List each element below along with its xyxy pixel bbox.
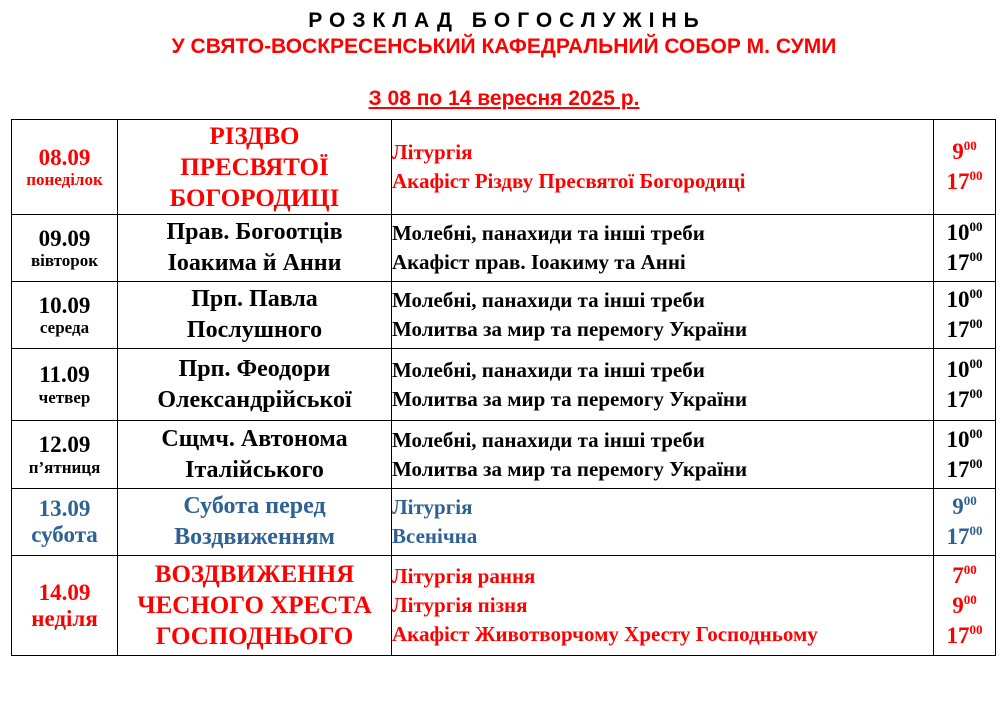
schedule-row	[12, 421, 996, 489]
service-time	[934, 492, 995, 522]
time-hour: 7	[952, 562, 964, 588]
day-date: 08.09	[38, 144, 91, 170]
times-cell	[934, 215, 996, 282]
time-minutes: 00	[969, 523, 983, 538]
service-item: Молебні, панахиди та інші треби	[392, 427, 705, 452]
date-cell	[12, 120, 118, 215]
feast-line: Італійського	[185, 456, 324, 483]
day-weekday: субота	[31, 522, 98, 547]
day-weekday: четвер	[38, 387, 91, 407]
service-time	[934, 315, 995, 345]
service-item: Молебні, панахиди та інші треби	[392, 221, 705, 245]
feast-line: ВОЗДВИЖЕННЯ	[154, 561, 355, 588]
service-item: Літургія рання	[392, 564, 536, 588]
day-date: 11.09	[39, 362, 90, 388]
services-cell	[392, 215, 934, 282]
time-minutes: 00	[969, 168, 983, 183]
services-cell	[392, 349, 934, 421]
service-item: Молитва за мир та перемогу України	[392, 456, 748, 481]
service-item: Літургія	[392, 140, 473, 164]
time-minutes: 00	[969, 455, 983, 471]
time-hour: 17	[946, 250, 970, 275]
date-cell	[12, 421, 118, 489]
service-item: Молитва за мир та перемогу України	[392, 386, 748, 411]
time-hour: 17	[946, 622, 970, 648]
time-minutes: 00	[969, 425, 983, 441]
service-time	[934, 591, 995, 621]
feast-line: Сщмч. Автонома	[161, 425, 348, 452]
feast-cell	[118, 556, 392, 656]
service-item: Всенічна	[392, 524, 478, 548]
date-cell	[12, 349, 118, 421]
service-time	[934, 285, 995, 315]
time-minutes: 00	[969, 355, 983, 371]
time-hour: 9	[952, 139, 964, 164]
time-hour: 17	[946, 317, 970, 342]
services-cell	[392, 282, 934, 349]
feast-line: Субота перед	[183, 493, 326, 519]
schedule-row	[12, 349, 996, 421]
day-date: 10.09	[38, 292, 91, 318]
times-cell	[934, 556, 996, 656]
service-item: Акафіст Животворчому Хресту Господньому	[392, 622, 818, 646]
times-cell	[934, 120, 996, 215]
service-time	[934, 561, 995, 591]
service-time	[934, 218, 995, 248]
service-item: Літургія пізня	[392, 593, 528, 617]
schedule-row	[12, 489, 996, 556]
service-time	[934, 248, 995, 278]
service-item: Молитва за мир та перемогу України	[392, 317, 748, 341]
day-weekday: неділя	[31, 605, 98, 631]
service-item: Молебні, панахиди та інші треби	[392, 288, 705, 312]
services-cell	[392, 120, 934, 215]
service-time	[934, 522, 995, 552]
times-cell	[934, 489, 996, 556]
schedule-row	[12, 120, 996, 215]
services-cell	[392, 421, 934, 489]
services-cell	[392, 556, 934, 656]
time-hour: 10	[946, 220, 970, 245]
times-cell	[934, 349, 996, 421]
day-date: 14.09	[38, 579, 91, 605]
feast-line: Прп. Павла	[191, 286, 318, 312]
time-hour: 17	[946, 524, 970, 549]
feast-cell	[118, 282, 392, 349]
day-weekday: п’ятниця	[28, 457, 101, 477]
time-minutes: 00	[969, 249, 983, 264]
feast-line: Іоакима й Анни	[167, 250, 342, 276]
service-time	[934, 167, 995, 197]
time-minutes: 00	[963, 591, 977, 607]
service-item: Акафіст прав. Іоакиму та Анні	[392, 250, 686, 274]
services-cell	[392, 489, 934, 556]
time-hour: 9	[952, 494, 964, 519]
feast-cell	[118, 349, 392, 421]
feast-cell	[118, 215, 392, 282]
service-time	[934, 385, 995, 415]
time-minutes: 00	[969, 385, 983, 401]
day-weekday: вівторок	[30, 251, 99, 271]
time-hour: 9	[952, 592, 964, 618]
feast-line: Послушного	[186, 317, 323, 343]
time-minutes: 00	[963, 493, 977, 508]
service-time	[934, 621, 995, 651]
time-hour: 10	[946, 287, 970, 312]
date-cell	[12, 215, 118, 282]
service-time	[934, 137, 995, 167]
date-cell	[12, 282, 118, 349]
feast-line: Прп. Феодори	[178, 355, 331, 382]
day-date: 13.09	[38, 496, 91, 522]
time-hour: 17	[946, 169, 970, 194]
service-item: Молебні, панахиди та інші треби	[392, 357, 705, 382]
feast-cell	[118, 421, 392, 489]
feast-line: Олександрійської	[157, 386, 352, 413]
service-time	[934, 425, 995, 455]
service-item: Літургія	[392, 495, 473, 519]
feast-line: БОГОРОДИЦІ	[169, 184, 340, 212]
day-weekday: понеділок	[26, 170, 103, 190]
feast-line: РІЗДВО	[209, 122, 300, 150]
schedule-title: РОЗКЛАД БОГОСЛУЖІНЬ	[308, 9, 706, 32]
date-cell	[12, 489, 118, 556]
cathedral-subtitle: У СВЯТО-ВОСКРЕСЕНСЬКИЙ КАФЕДРАЛЬНИЙ СОБОР М. СУМИ	[171, 35, 837, 58]
time-minutes: 00	[969, 286, 983, 301]
day-date: 09.09	[38, 225, 91, 251]
schedule-row	[12, 282, 996, 349]
day-weekday: середа	[39, 318, 90, 338]
service-item: Акафіст Різдву Пресвятої Богородиці	[392, 169, 746, 193]
times-cell	[934, 421, 996, 489]
feast-line: Прав. Богоотців	[166, 219, 343, 245]
day-date: 12.09	[38, 432, 91, 458]
service-time	[934, 355, 995, 385]
feast-line: ПРЕСВЯТОЇ	[180, 153, 329, 181]
time-hour: 17	[946, 386, 970, 412]
service-time	[934, 455, 995, 485]
times-cell	[934, 282, 996, 349]
time-hour: 10	[946, 356, 970, 382]
feast-cell	[118, 489, 392, 556]
time-minutes: 00	[969, 621, 983, 637]
feast-line: ЧЕСНОГО ХРЕСТА	[137, 592, 372, 619]
time-minutes: 00	[963, 561, 977, 577]
time-minutes: 00	[969, 316, 983, 331]
time-hour: 17	[946, 456, 970, 482]
schedule-row	[12, 215, 996, 282]
schedule-table	[11, 119, 996, 656]
date-cell	[12, 556, 118, 656]
feast-line: ГОСПОДНЬОГО	[155, 623, 354, 650]
date-range: З 08 по 14 вересня 2025 р.	[368, 87, 640, 110]
feast-line: Воздвиженням	[174, 524, 335, 550]
time-minutes: 00	[963, 138, 977, 153]
feast-cell	[118, 120, 392, 215]
time-hour: 10	[946, 426, 970, 452]
time-minutes: 00	[969, 219, 983, 234]
schedule-row	[12, 556, 996, 656]
